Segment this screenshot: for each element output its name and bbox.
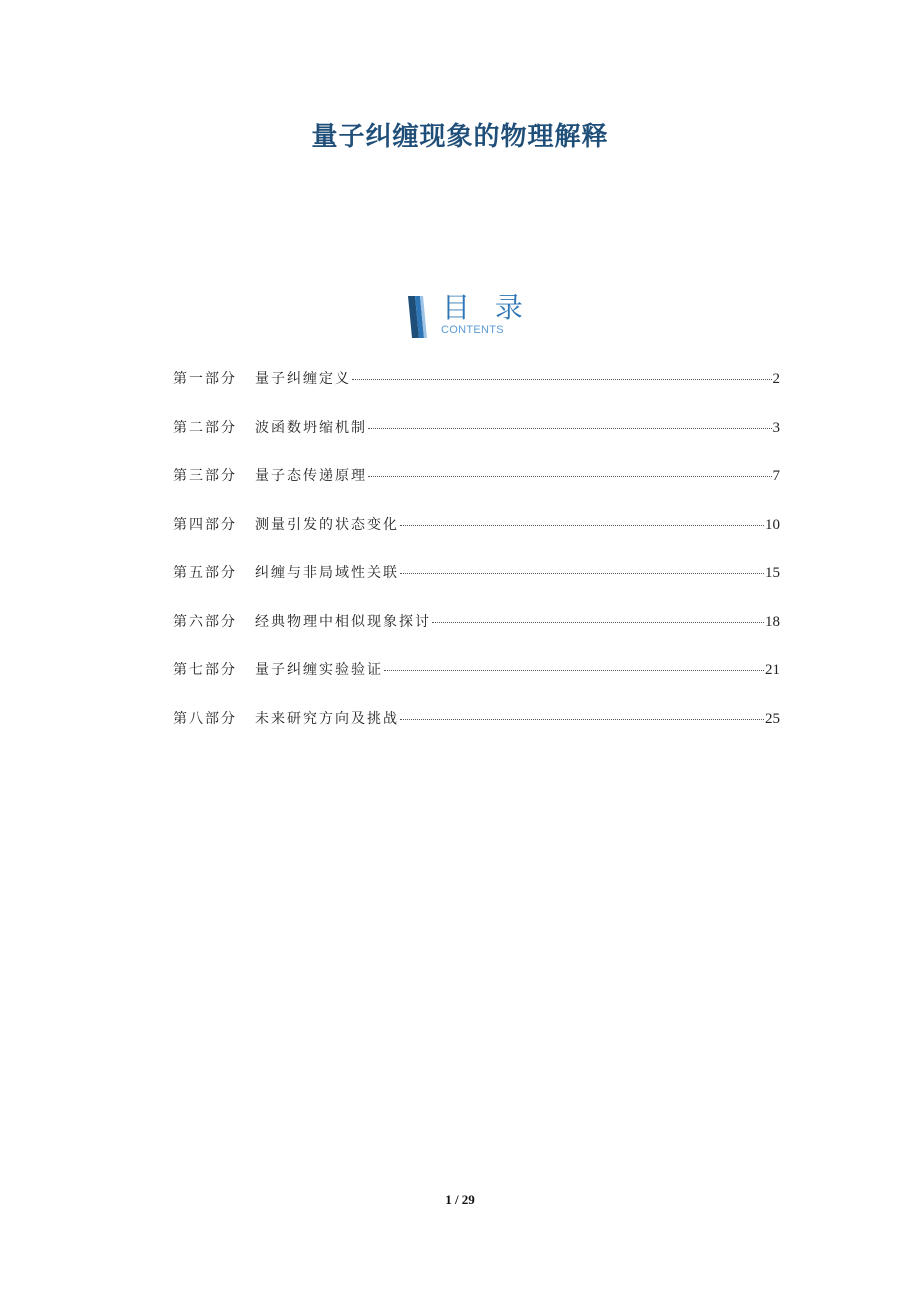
toc-part-label: 第四部分 bbox=[173, 516, 237, 533]
toc-page-number: 18 bbox=[765, 613, 780, 630]
toc-page-number: 7 bbox=[772, 468, 780, 484]
toc-entry-title: 测量引发的状态变化 bbox=[255, 516, 399, 533]
toc-entry-title: 量子纠缠定义 bbox=[255, 371, 351, 387]
toc-leader-dots bbox=[368, 428, 772, 429]
toc-heading: 目 录 bbox=[442, 291, 531, 324]
toc-page-number: 25 bbox=[765, 710, 780, 727]
page-indicator: 1 / 29 bbox=[445, 1192, 475, 1207]
toc-header bbox=[408, 291, 531, 340]
toc-leader-dots bbox=[400, 573, 764, 574]
toc-page-number: 10 bbox=[765, 516, 780, 533]
toc-leader-dots bbox=[352, 379, 772, 380]
toc-entry-part-8[interactable] bbox=[173, 708, 780, 757]
toc-entry-part-5[interactable] bbox=[173, 562, 780, 611]
toc-entry-part-6[interactable] bbox=[173, 611, 780, 660]
toc-leader-dots bbox=[432, 622, 764, 623]
toc-part-label: 第六部分 bbox=[173, 613, 237, 630]
toc-part-label: 第八部分 bbox=[173, 710, 237, 727]
toc-entry-part-2[interactable] bbox=[173, 417, 780, 466]
toc-leader-dots bbox=[400, 525, 764, 526]
toc-part-label: 第五部分 bbox=[173, 565, 237, 581]
toc-part-label: 第七部分 bbox=[173, 662, 237, 678]
toc-list bbox=[173, 368, 780, 756]
toc-page-number: 3 bbox=[772, 419, 780, 436]
toc-part-label: 第三部分 bbox=[173, 468, 237, 484]
toc-entry-title: 未来研究方向及挑战 bbox=[255, 710, 399, 727]
toc-entry-title: 量子态传递原理 bbox=[255, 468, 367, 484]
toc-page-number: 2 bbox=[772, 371, 780, 387]
toc-subheading: CONTENTS bbox=[441, 324, 504, 336]
document-title: 量子纠缠现象的物理解释 bbox=[311, 122, 609, 152]
toc-entry-part-7[interactable] bbox=[173, 659, 780, 708]
toc-page-number: 15 bbox=[765, 565, 780, 581]
toc-entry-title: 波函数坍缩机制 bbox=[255, 419, 367, 436]
toc-entry-title: 经典物理中相似现象探讨 bbox=[255, 613, 431, 630]
toc-entry-part-4[interactable] bbox=[173, 514, 780, 563]
toc-entry-title: 纠缠与非局域性关联 bbox=[255, 565, 399, 581]
toc-entry-title: 量子纠缠实验验证 bbox=[255, 662, 383, 678]
toc-leader-dots bbox=[368, 476, 772, 477]
toc-part-label: 第二部分 bbox=[173, 419, 237, 436]
toc-part-label: 第一部分 bbox=[173, 371, 237, 387]
toc-leader-dots bbox=[400, 719, 764, 720]
toc-leader-dots bbox=[384, 670, 764, 671]
toc-decoration-icon bbox=[408, 296, 430, 338]
toc-entry-part-1[interactable] bbox=[173, 368, 780, 417]
toc-page-number: 21 bbox=[765, 662, 780, 678]
toc-entry-part-3[interactable] bbox=[173, 465, 780, 514]
